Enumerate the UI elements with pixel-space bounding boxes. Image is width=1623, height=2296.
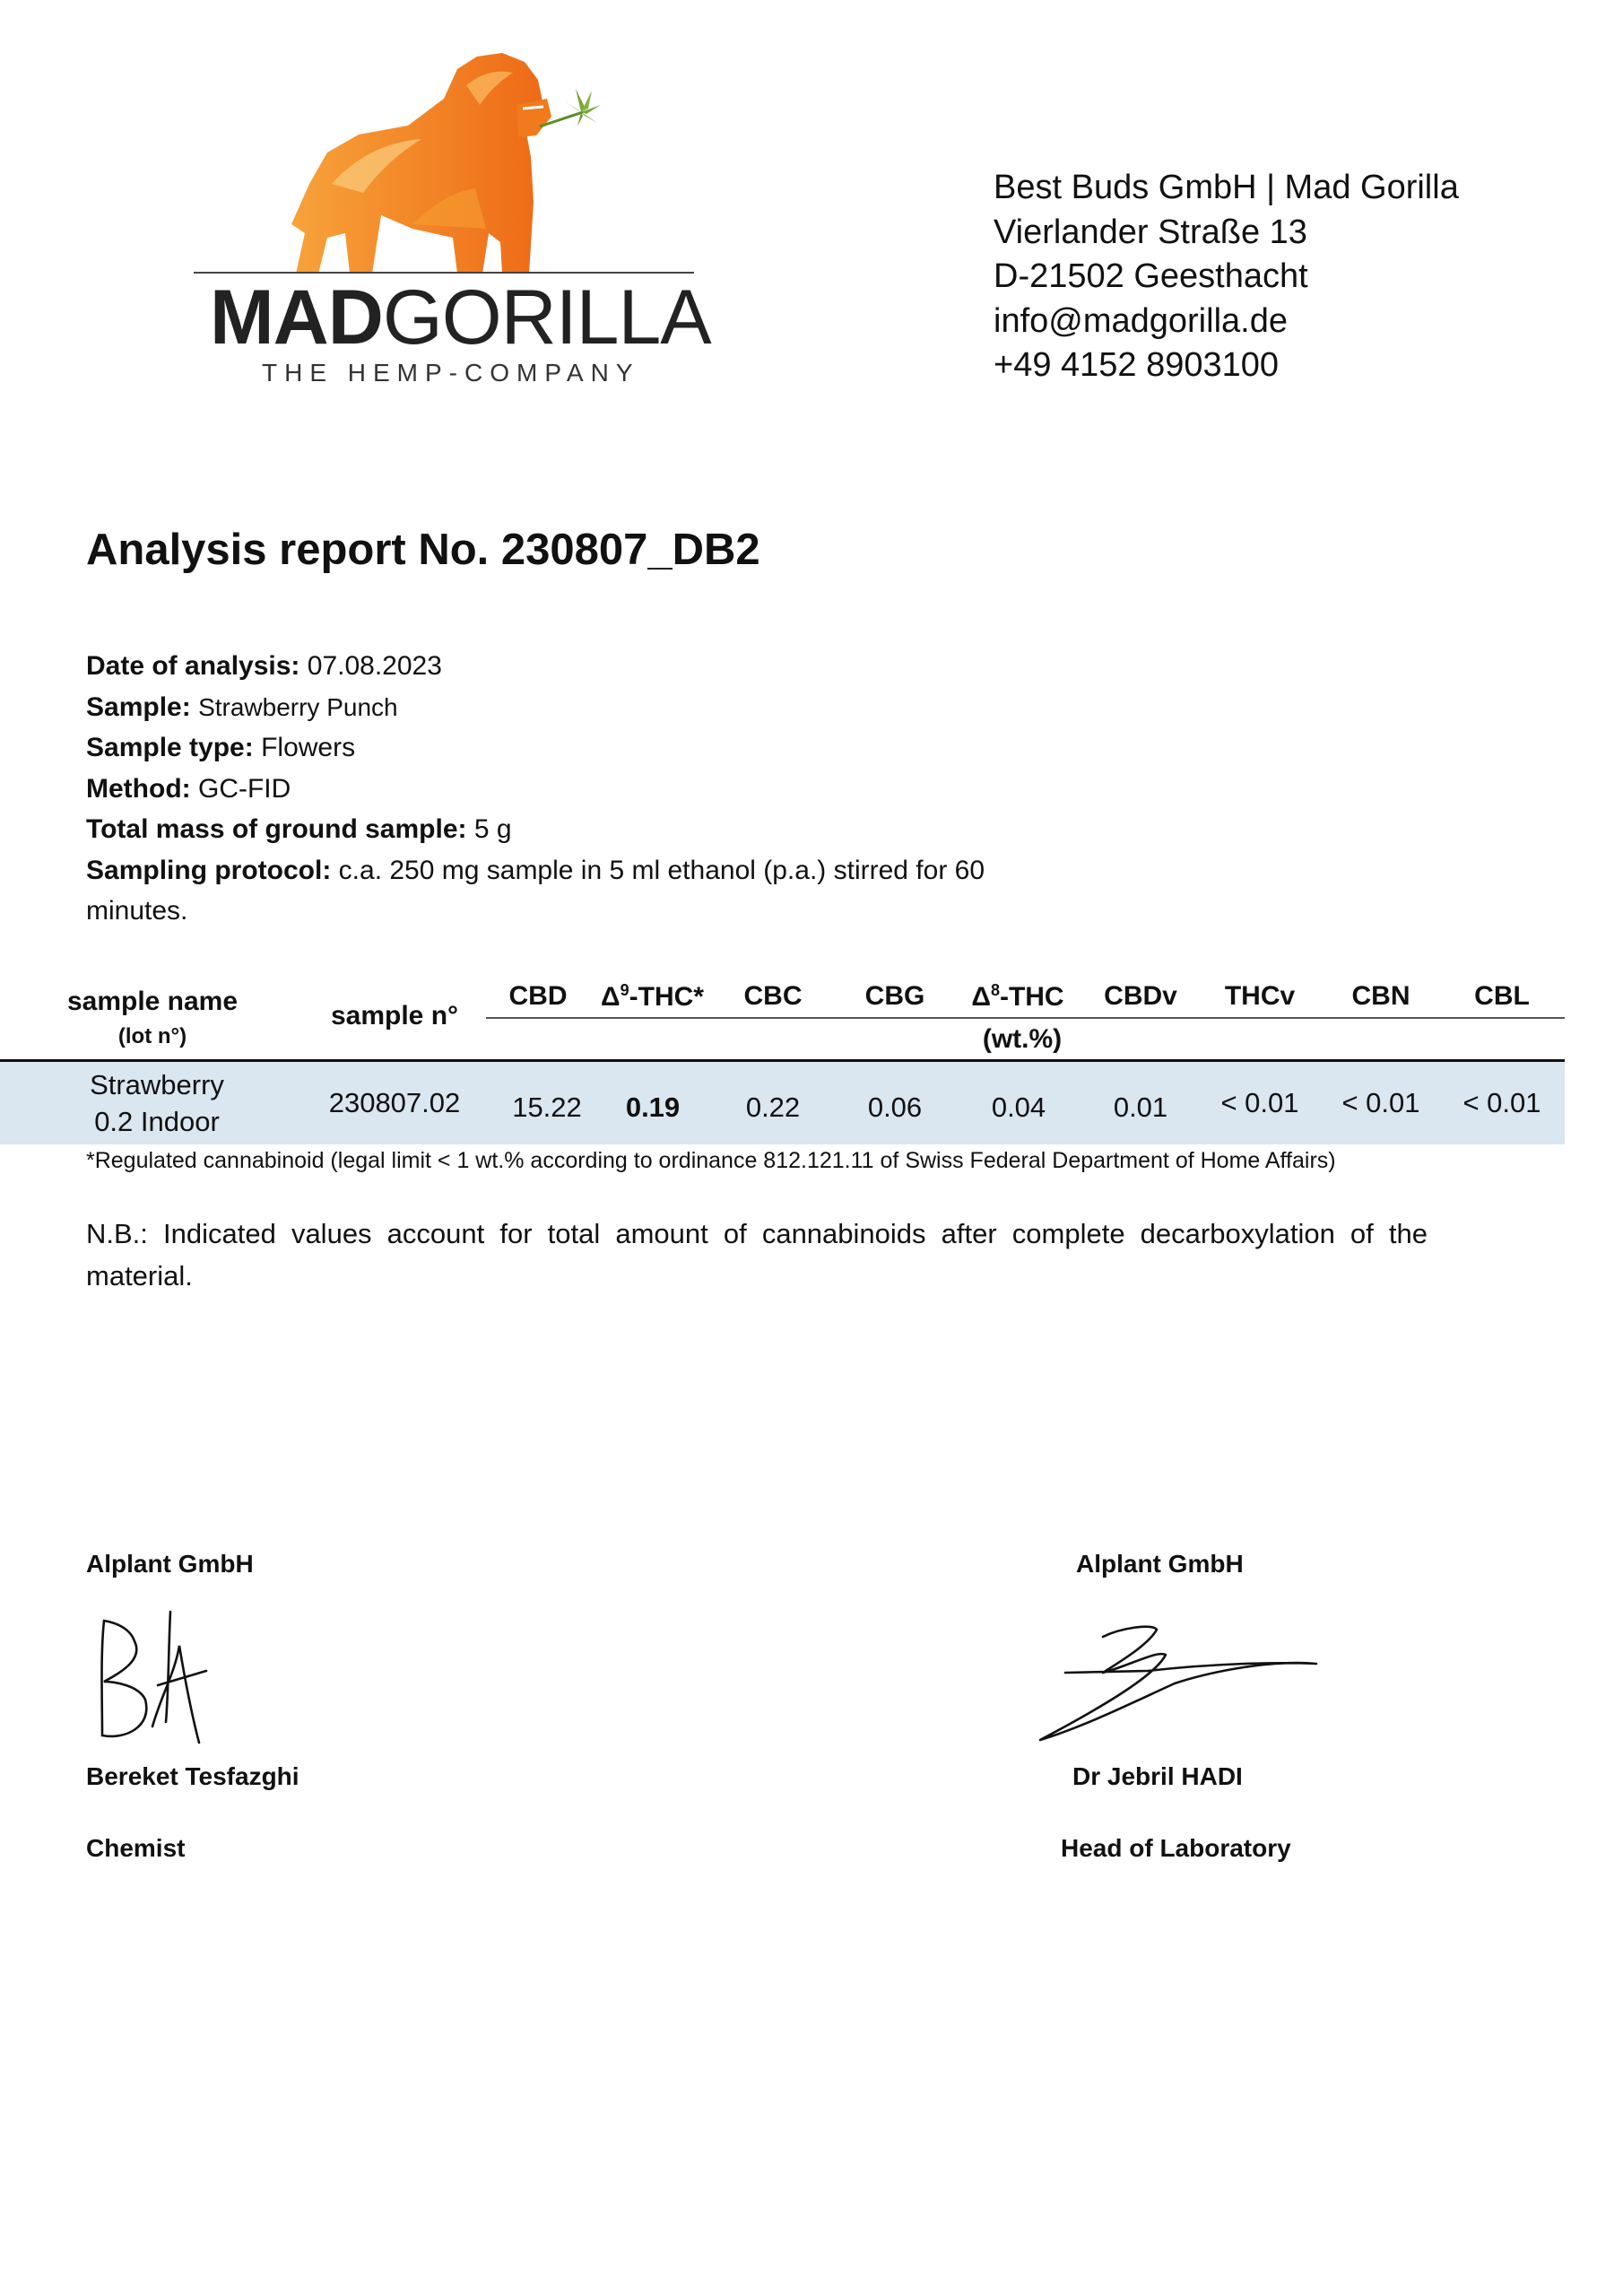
date-value: 07.08.2023 <box>307 651 442 681</box>
header-cbd: CBD <box>508 981 568 1011</box>
logo-tagline: THE HEMP-COMPANY <box>262 359 640 387</box>
cell-cbdv: 0.01 <box>1113 1091 1168 1123</box>
logo-divider <box>194 272 694 274</box>
cell-d8-thc: 0.04 <box>991 1091 1046 1123</box>
mass-row: Total mass of ground sample: 5 g <box>86 814 512 844</box>
cell-cbn: < 0.01 <box>1341 1087 1420 1118</box>
header-cbn: CBN <box>1351 981 1410 1011</box>
cell-sample-no: 230807.02 <box>328 1087 461 1118</box>
address-phone: +49 4152 8903100 <box>994 346 1280 384</box>
date-row: Date of analysis: 07.08.2023 <box>86 651 442 681</box>
right-company: Alplant GmbH <box>1076 1550 1244 1578</box>
cell-d9-thc: 0.19 <box>625 1091 681 1123</box>
sample-row: Sample: Strawberry Punch <box>86 691 398 722</box>
cell-sample-name-2: 0.2 Indoor <box>94 1106 220 1137</box>
header-d9-thc: $\Delta^9-THC*$ <box>601 981 704 1012</box>
right-signer-name: Dr Jebril HADI <box>1072 1762 1243 1790</box>
left-signature-icon <box>90 1610 215 1753</box>
header-cbc: CBC <box>743 981 803 1011</box>
cell-cbd: 15.22 <box>512 1091 582 1123</box>
sample-type-value: Flowers <box>261 733 356 762</box>
report-meta <box>86 646 1055 932</box>
footnote: *Regulated cannabinoid (legal limit < 1 wt.% according to ordinance 812.121.11 of Swiss Federal Department of Home Affairs) <box>86 1148 1336 1173</box>
header-sample-no: sample n° <box>330 1001 459 1031</box>
nota-bene: N.B.: Indicated values account for total amount of cannabinoids after complete decarboxylation of the material. <box>86 1218 1428 1292</box>
cell-cbl: < 0.01 <box>1462 1087 1541 1118</box>
left-signer-role: Chemist <box>86 1834 186 1862</box>
company-address <box>994 166 1459 388</box>
address-street: Vierlander Straße 13 <box>994 213 1307 251</box>
left-company: Alplant GmbH <box>86 1550 254 1578</box>
address-city: D-21502 Geesthacht <box>994 257 1308 295</box>
protocol-row: Sampling protocol: c.a. 250 mg sample in 5 ml ethanol (p.a.) stirred for 60 minutes. <box>86 855 985 926</box>
header-thcv: THCv <box>1224 981 1296 1011</box>
address-company: Best Buds GmbH | Mad Gorilla <box>994 169 1459 206</box>
method-value: GC-FID <box>197 773 291 804</box>
header-rule <box>486 1017 1565 1019</box>
company-logo <box>188 49 711 395</box>
sample-type-row: Sample type: Flowers <box>86 733 356 762</box>
cell-cbg: 0.06 <box>867 1091 923 1123</box>
header-d8-thc: $\Delta^8$-THC <box>971 981 1064 1012</box>
header-unit: (wt.%) <box>982 1024 1063 1054</box>
cell-sample-name-1: Strawberry <box>90 1069 224 1100</box>
report-title: Analysis report No. 230807_DB2 <box>86 526 760 574</box>
right-signature-icon <box>1031 1619 1327 1744</box>
right-signer-role: Head of Laboratory <box>1061 1834 1291 1862</box>
header-lot: (lot n°) <box>117 1024 187 1048</box>
header-cbg: CBG <box>864 981 925 1011</box>
header-cbl: CBL <box>1474 981 1530 1011</box>
mass-value: 5 g <box>473 814 512 844</box>
header-cbdv: CBDv <box>1104 981 1177 1011</box>
protocol-value: c.a. 250 mg sample in 5 ml ethanol (p.a.) stirred for 60 minutes. <box>86 855 985 926</box>
gorilla-logo-icon <box>278 49 690 278</box>
sample-value: Strawberry Punch <box>198 692 398 721</box>
logo-wordmark: MADGORILLA <box>210 274 711 361</box>
left-signer-name: Bereket Tesfazghi <box>86 1762 299 1790</box>
method-row: Method: GC-FID <box>86 773 291 804</box>
results-table <box>0 969 1565 1148</box>
address-email: info@madgorilla.de <box>994 301 1288 340</box>
cell-thcv: < 0.01 <box>1220 1087 1299 1118</box>
header-sample-name: sample name <box>66 987 239 1016</box>
cell-cbc: 0.22 <box>745 1091 801 1123</box>
